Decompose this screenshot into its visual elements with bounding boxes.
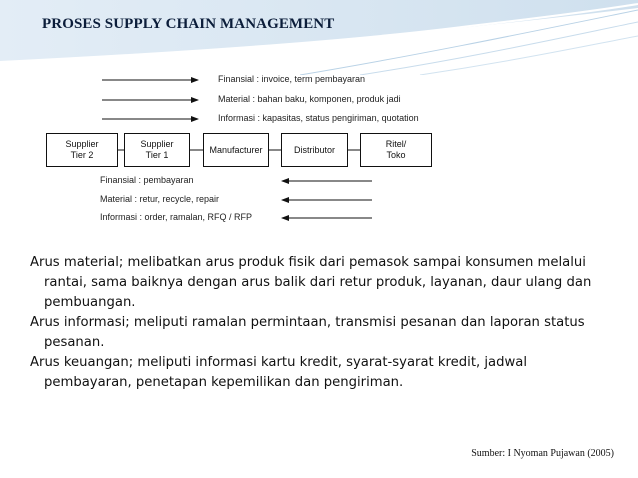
entity-supplier-tier-1: Supplier Tier 1 xyxy=(124,133,190,167)
header-swoosh-background xyxy=(0,0,638,75)
supply-chain-diagram xyxy=(40,70,620,230)
top-flow-financial: Finansial : invoice, term pembayaran xyxy=(218,74,366,84)
top-flow-material: Material : bahan baku, komponen, produk jadi xyxy=(218,94,401,104)
top-flow-information: Informasi : kapasitas, status pengiriman, quotation xyxy=(218,113,419,123)
source-citation: Sumber: I Nyoman Pujawan (2005) xyxy=(471,448,614,459)
entity-manufacturer: Manufacturer xyxy=(203,133,269,167)
entity-distributor: Distributor xyxy=(281,133,348,167)
page-title: PROSES SUPPLY CHAIN MANAGEMENT xyxy=(42,16,335,32)
bottom-flow-material: Material : retur, recycle, repair xyxy=(100,194,220,204)
paragraph-information-flow: Arus informasi; meliputi ramalan permintaan, transmisi pesanan dan laporan status pesanan. xyxy=(30,315,585,350)
entity-supplier-tier-2: Supplier Tier 2 xyxy=(46,133,118,167)
flow-descriptions xyxy=(30,253,600,393)
bottom-flow-information: Informasi : order, ramalan, RFQ / RFP xyxy=(100,212,253,222)
entity-retail-store: Ritel/ Toko xyxy=(360,133,432,167)
bottom-flow-financial: Finansial : pembayaran xyxy=(100,175,194,185)
paragraph-material-flow: Arus material; melibatkan arus produk fisik dari pemasok sampai konsumen melalui rantai, sama baiknya dengan arus balik dari retur produk, layanan, daur ulang dan pembuangan. xyxy=(30,255,592,310)
paragraph-financial-flow: Arus keuangan; meliputi informasi kartu kredit, syarat-syarat kredit, jadwal pembayaran, penetapan kepemilikan dan pengiriman. xyxy=(30,355,528,390)
